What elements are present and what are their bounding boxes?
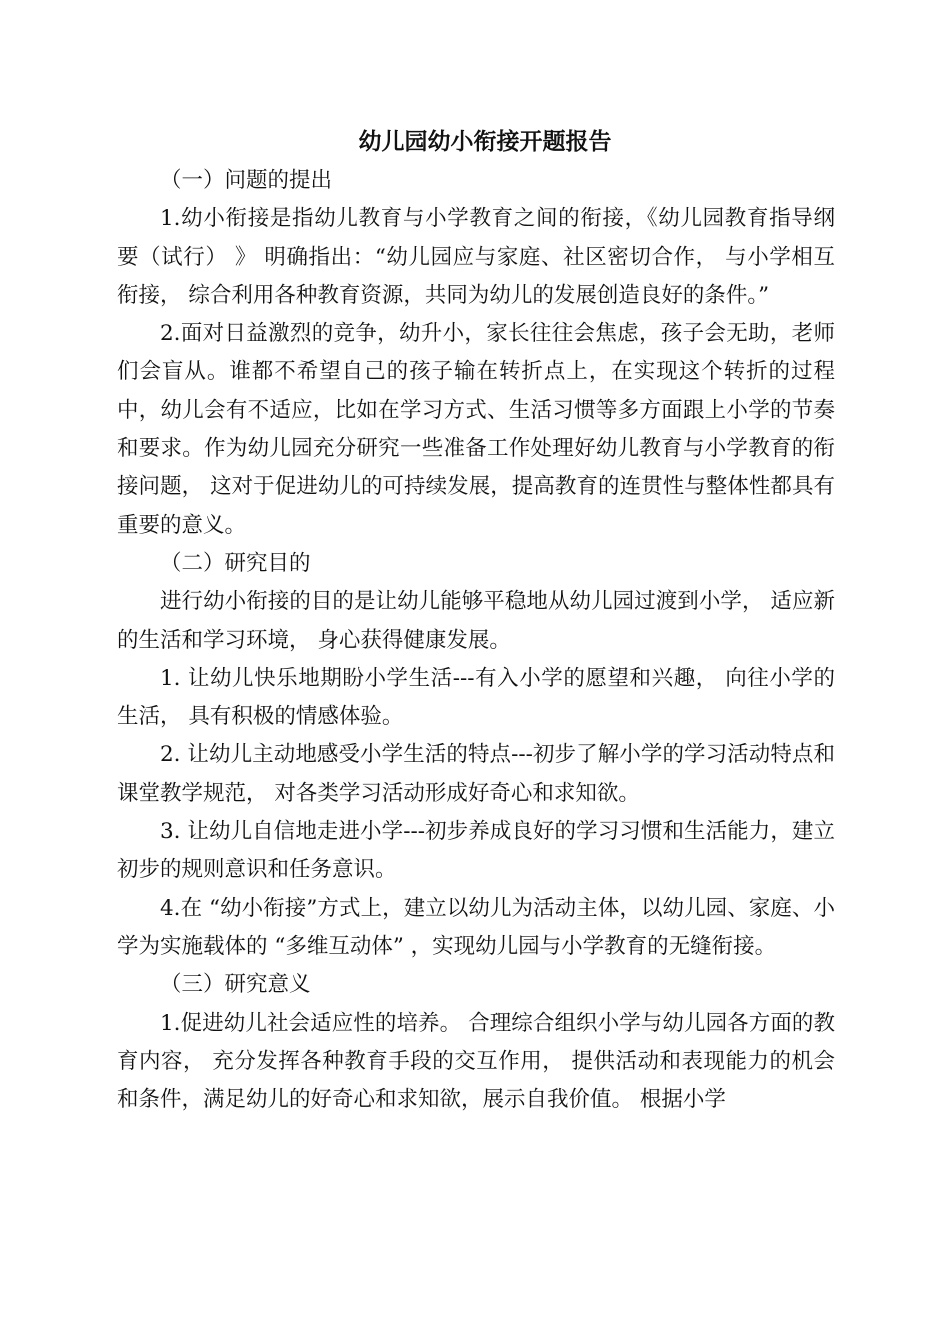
paragraph: 3. 让幼儿自信地走进小学---初步养成良好的学习习惯和生活能力，建立初步的规则意识和任务意识。 [117,819,835,883]
paragraph: 2.面对日益激烈的竞争，幼升小，家长往往会焦虑，孩子会无助，老师们会盲从。谁都不希望自己的孩子输在转折点上，在实现这个转折的过程中，幼儿会有不适应，比如在学习方式、生活习惯等多方面跟上小学的节奏和要求。作为幼儿园充分研究一些准备工作处理好幼儿教育与小学教育的衔接问题， 这对于促进幼儿的可持续发展，提高教育的连贯性与整体性都具有重要的意义。 [117,321,835,538]
section-heading-problem: （一）问题的提出 [160,168,333,193]
paragraph: 2. 让幼儿主动地感受小学生活的特点---初步了解小学的学习活动特点和课堂教学规范， 对各类学习活动形成好奇心和求知欲。 [117,742,835,806]
paragraph: 1. 让幼儿快乐地期盼小学生活---有入小学的愿望和兴趣， 向往小学的生活， 具有积极的情感体验。 [117,665,835,730]
section-heading-purpose: （二）研究目的 [160,550,311,576]
paragraph: 4.在 “幼小衔接”方式上，建立以幼儿为活动主体，以幼儿园、家庭、小学为实施载体的 “多维互动体” ，实现幼儿园与小学教育的无缝衔接。 [117,895,835,959]
document-title: 幼儿园幼小衔接开题报告 [358,128,612,155]
document-body [117,122,835,1119]
paragraph: 1.幼小衔接是指幼儿教育与小学教育之间的衔接，《幼儿园教育指导纲要（试行） 》 明确指出：“幼儿园应与家庭、社区密切合作， 与小学相互衔接， 综合利用各种教育资源，共同为幼儿的发展创造良好的条件。” [117,206,835,308]
paragraph: 1.促进幼儿社会适应性的培养。 合理综合组织小学与幼儿园各方面的教育内容， 充分发挥各种教育手段的交互作用， 提供活动和表现能力的机会和条件，满足幼儿的好奇心和求知欲，展示自我价值。 根据小学 [117,1010,835,1113]
paragraph: 进行幼小衔接的目的是让幼儿能够平稳地从幼儿园过渡到小学， 适应新的生活和学习环境， 身心获得健康发展。 [117,589,835,653]
section-heading-significance: （三）研究意义 [160,972,311,998]
